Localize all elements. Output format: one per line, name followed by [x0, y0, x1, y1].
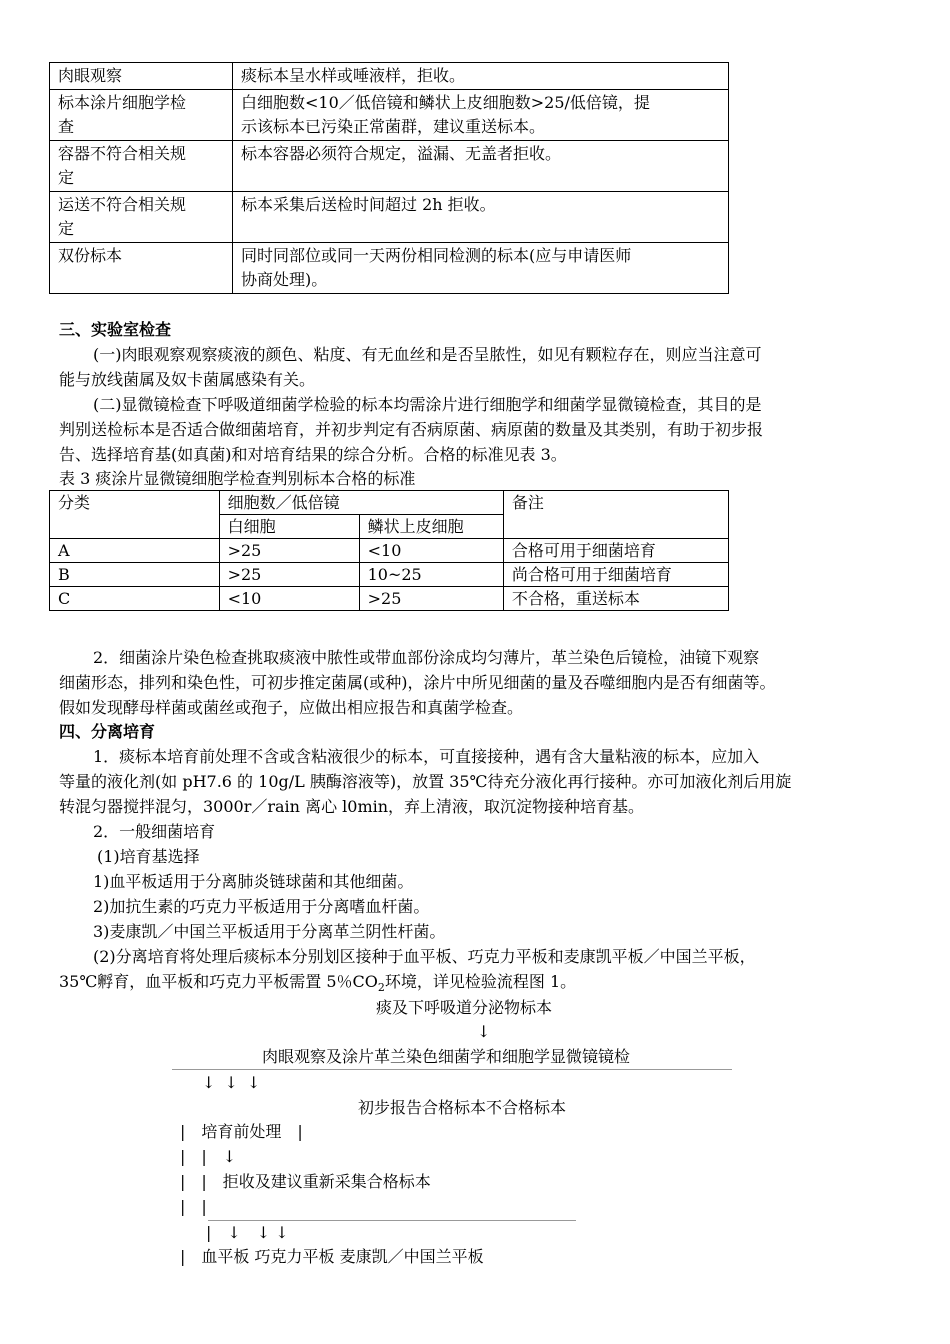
paragraph-line: (一)肉眼观察观察痰液的颜色、粘度、有无血丝和是否呈脓性，如见有颗粒存在，则应当注意可: [93, 345, 762, 364]
cell-line: 查: [58, 117, 75, 136]
table-cell: A: [50, 539, 220, 563]
table-cell: [233, 90, 729, 141]
cell-line: 容器不符合相关规: [58, 144, 187, 163]
flow-connector: | | ↓: [180, 1147, 237, 1166]
paragraph-line: 能与放线菌属及奴卡菌属感染有关。: [59, 370, 316, 389]
table-cell: 不合格，重送标本: [503, 587, 728, 611]
table-row: [50, 192, 729, 243]
paragraph-line: (1)培育基选择: [97, 847, 200, 866]
table-cell: 尚合格可用于细菌培育: [503, 563, 728, 587]
paragraph-line: 2．细菌涂片染色检查挑取痰液中脓性或带血部份涂成均匀薄片，革兰染色后镜检，油镜下观察: [93, 648, 760, 667]
table-cell: >25: [219, 539, 359, 563]
cell-line: 运送不符合相关规: [58, 195, 187, 214]
table-header-cell: 白细胞: [219, 515, 359, 539]
table-cell: 合格可用于细菌培育: [503, 539, 728, 563]
rejection-criteria-table: [49, 62, 729, 294]
section-heading: 四、分离培育: [59, 722, 156, 741]
arrow-down-icon: ↓: [477, 1022, 491, 1041]
cell-line: 同时同部位或同一天两份相同检测的标本(应与申请医师: [241, 246, 632, 265]
table-cell: >25: [219, 563, 359, 587]
paragraph-line: 细菌形态，排列和染色性，可初步推定菌属(或种)，涂片中所见细菌的量及吞噬细胞内是否有细菌等。: [59, 673, 776, 692]
paragraph-line: 转混匀器搅拌混匀，3000r／rain 离心 l0min，弃上清液，取沉淀物接种培育基。: [59, 797, 645, 816]
table-cell: 双份标本: [50, 243, 233, 294]
table-row: [50, 63, 729, 90]
table-cell: <10: [359, 539, 503, 563]
table-row: [50, 141, 729, 192]
paragraph-line: 1)血平板适用于分离肺炎链球菌和其他细菌。: [93, 872, 414, 891]
table-caption: 表 3 痰涂片显微镜细胞学检查判别标本合格的标准: [59, 469, 416, 488]
flow-node-specimen: 痰及下呼吸道分泌物标本: [376, 998, 553, 1017]
table-row: [50, 539, 729, 563]
paragraph-line: (2)分离培育将处理后痰标本分别划区接种于血平板、巧克力平板和麦康凯平板／中国兰平板，: [93, 947, 756, 966]
flow-node-microscopy: 肉眼观察及涂片革兰染色细菌学和细胞学显微镜镜检: [262, 1047, 631, 1066]
cell-line: 定: [58, 168, 75, 187]
table-header-cell: 备注: [503, 491, 728, 539]
paragraph-line: 等量的液化剂(如 pH7.6 的 10g/L 胰酶溶液等)，放置 35℃待充分液化再行接种。亦可加液化剂后用旋: [59, 772, 792, 791]
cell-line: 标本涂片细胞学检: [58, 93, 187, 112]
paragraph-line: 2)加抗生素的巧克力平板适用于分离嗜血杆菌。: [93, 897, 430, 916]
table-cell: <10: [219, 587, 359, 611]
paragraph-line: 1．痰标本培育前处理不含或含粘液很少的标本，可直接接种，遇有含大量粘液的标本，应加入: [93, 747, 760, 766]
cell-line: 示该标本已污染正常菌群，建议重送标本。: [241, 117, 546, 136]
table-cell: [50, 141, 233, 192]
cell-line: 白细胞数<10／低倍镜和鳞状上皮细胞数>25/低倍镜，提: [241, 93, 650, 112]
text-run: 环境，详见检验流程图 1。: [384, 972, 577, 991]
table-cell: 标本采集后送检时间超过 2h 拒收。: [233, 192, 729, 243]
table-cell: 痰标本呈水样或唾液样，拒收。: [233, 63, 729, 90]
table-cell: 10~25: [359, 563, 503, 587]
arrow-down-icon: ↓ ↓ ↓: [202, 1073, 261, 1092]
flow-divider: [172, 1069, 732, 1070]
flow-connector: | ↓ ↓ ↓: [206, 1223, 289, 1242]
subscript: 2: [377, 981, 385, 995]
paragraph-line: 判别送检标本是否适合做细菌培育，并初步判定有否病原菌、病原菌的数量及其类别，有助于初步报: [59, 420, 764, 439]
flow-node-plates: | 血平板 巧克力平板 麦康凯／中国兰平板: [180, 1247, 484, 1266]
paragraph-line: 告、选择培育基(如真菌)和对培育结果的综合分析。合格的标准见表 3。: [59, 445, 567, 464]
cell-line: 定: [58, 219, 75, 238]
table-cell: 标本容器必须符合规定，溢漏、无盖者拒收。: [233, 141, 729, 192]
text-run: 35℃孵育，血平板和巧克力平板需置 5％CO: [59, 972, 378, 991]
specimen-criteria-table: [49, 490, 729, 611]
flow-node-pretreatment: | 培育前处理 |: [180, 1122, 303, 1141]
flow-connector: | |: [180, 1197, 207, 1216]
section-heading: 三、实验室检查: [59, 320, 172, 339]
paragraph-line: (二)显微镜检查下呼吸道细菌学检验的标本均需涂片进行细胞学和细菌学显微镜检查，其目的是: [93, 395, 762, 414]
table-header-cell: 鳞状上皮细胞: [359, 515, 503, 539]
paragraph-line: 假如发现酵母样菌或菌丝或孢子，应做出相应报告和真菌学检查。: [59, 698, 524, 717]
table-cell: B: [50, 563, 220, 587]
flow-node-report: 初步报告合格标本不合格标本: [358, 1098, 567, 1117]
table-cell: [50, 192, 233, 243]
table-cell: [233, 243, 729, 294]
table-cell: [50, 90, 233, 141]
table-cell: >25: [359, 587, 503, 611]
table-header-cell: 细胞数／低倍镜: [219, 491, 503, 515]
cell-line: 协商处理)。: [241, 270, 328, 289]
table-row: [50, 90, 729, 141]
table-row: [50, 491, 729, 515]
table-row: [50, 243, 729, 294]
table-row: [50, 563, 729, 587]
paragraph-line: 2．一般细菌培育: [93, 822, 216, 841]
flow-node-reject: | | 拒收及建议重新采集合格标本: [180, 1172, 431, 1191]
table-cell: C: [50, 587, 220, 611]
paragraph-line: 3)麦康凯／中国兰平板适用于分离革兰阴性杆菌。: [93, 922, 446, 941]
table-header-cell: 分类: [50, 491, 220, 539]
table-row: [50, 587, 729, 611]
table-cell: 肉眼观察: [50, 63, 233, 90]
